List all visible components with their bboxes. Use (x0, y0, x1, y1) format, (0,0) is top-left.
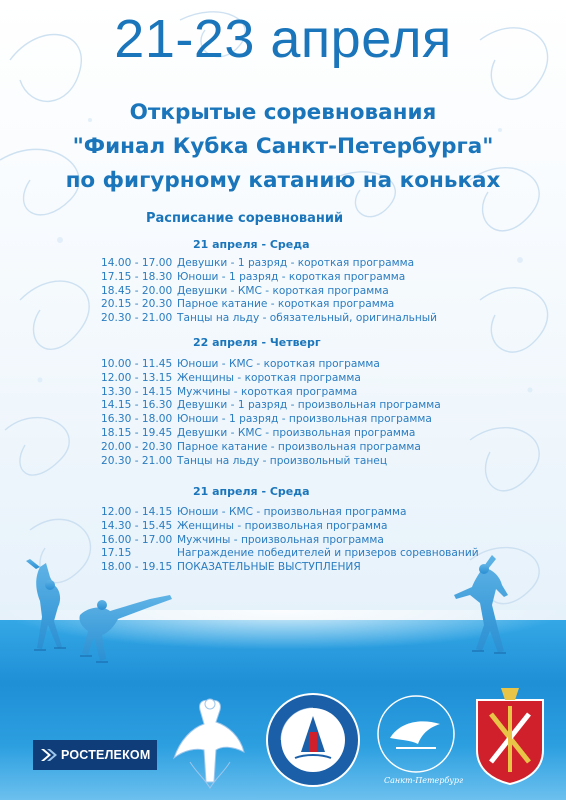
day-2-events (101, 358, 441, 468)
schedule-row (101, 372, 441, 386)
day-heading-2: 22 апреля - Четверг (193, 336, 321, 349)
event-dates: 21-23 апреля (114, 9, 452, 69)
event-name: Юноши - 1 разряд - произвольная программа (177, 413, 432, 426)
event-time: 17.15 (101, 547, 132, 560)
schedule-row (101, 427, 441, 441)
schedule-row (101, 257, 437, 271)
event-time: 18.00 - 19.15 (101, 561, 173, 574)
event-name: Мужчины - короткая программа (177, 385, 358, 398)
event-time: 20.30 - 21.00 (101, 454, 173, 467)
event-time: 20.30 - 21.00 (101, 312, 173, 325)
schedule-row (101, 298, 437, 312)
schedule-row (101, 386, 441, 400)
competition-title (0, 96, 566, 198)
event-name: Девушки - 1 разряд - короткая программа (177, 257, 415, 269)
russian-federation-emblem (265, 692, 361, 788)
title-line-1: Открытые соревнования (129, 100, 437, 125)
schedule-row (101, 358, 441, 372)
event-time: 14.30 - 15.45 (101, 519, 173, 532)
event-name: Девушки - КМС - короткая программа (177, 284, 389, 297)
event-time: 20.15 - 20.30 (101, 298, 173, 311)
event-name: Девушки - 1 разряд - произвольная программа (177, 399, 441, 412)
event-time: 18.45 - 20.00 (101, 284, 173, 297)
schedule-row (101, 312, 437, 326)
schedule-row (101, 413, 441, 427)
schedule-row (101, 520, 479, 534)
event-name: ПОКАЗАТЕЛЬНЫЕ ВЫСТУПЛЕНИЯ (177, 561, 361, 574)
day-heading-1: 21 апреля - Среда (193, 238, 310, 251)
event-name: Мужчины - произвольная программа (177, 533, 384, 546)
spb-federation-emblem (376, 694, 456, 774)
spb-coat-of-arms (473, 686, 547, 786)
event-time: 13.30 - 14.15 (101, 385, 173, 398)
schedule-row (101, 506, 479, 520)
day-1-events (101, 257, 437, 326)
event-name: Юноши - КМС - короткая программа (177, 358, 380, 370)
event-time: 18.15 - 19.45 (101, 426, 173, 439)
event-time: 10.00 - 11.45 (101, 358, 173, 370)
event-time: 16.30 - 18.00 (101, 413, 173, 426)
event-time: 12.00 - 13.15 (101, 371, 173, 384)
schedule-row (101, 455, 441, 469)
event-name: Парное катание - произвольная программа (177, 440, 421, 453)
schedule-row (101, 399, 441, 413)
title-line-2: "Финал Кубка Санкт-Петербурга" (72, 134, 494, 159)
event-time: 16.00 - 17.00 (101, 533, 173, 546)
schedule-title: Расписание соревнований (146, 211, 344, 226)
event-name: Парное катание - короткая программа (177, 298, 395, 311)
rostelecom-logo (33, 740, 157, 770)
sponsor-logos (0, 680, 566, 800)
event-name: Юноши - КМС - произвольная программа (177, 506, 407, 518)
event-name: Женщины - произвольная программа (177, 519, 388, 532)
spb-city-caption: Санкт-Петербург (384, 776, 464, 785)
angel-logo (170, 692, 248, 792)
rostelecom-mark-icon (38, 745, 58, 765)
schedule-row (101, 441, 441, 455)
event-name: Танцы на льду - произвольный танец (177, 454, 388, 467)
event-name: Женщины - короткая программа (177, 371, 361, 384)
title-line-3: по фигурному катанию на коньках (65, 168, 501, 193)
day-heading-3: 21 апреля - Среда (193, 485, 310, 498)
event-name: Юноши - 1 разряд - короткая программа (177, 270, 406, 283)
event-name: Девушки - КМС - произвольная программа (177, 426, 416, 439)
event-time: 12.00 - 14.15 (101, 506, 173, 518)
schedule-row (101, 534, 479, 548)
pair-skaters-silhouette (10, 555, 210, 685)
schedule-row (101, 271, 437, 285)
event-time: 17.15 - 18.30 (101, 270, 173, 283)
rostelecom-wordmark: РОСТЕЛЕКОМ (61, 748, 151, 762)
event-time: 20.00 - 20.30 (101, 440, 173, 453)
solo-skater-silhouette (448, 555, 528, 665)
event-name: Танцы на льду - обязательный, оригинальный (177, 312, 438, 325)
event-time: 14.15 - 16.30 (101, 399, 173, 412)
event-time: 14.00 - 17.00 (101, 257, 173, 269)
schedule-row (101, 285, 437, 299)
event-name: Награждение победителей и призеров соревнований (177, 547, 479, 560)
